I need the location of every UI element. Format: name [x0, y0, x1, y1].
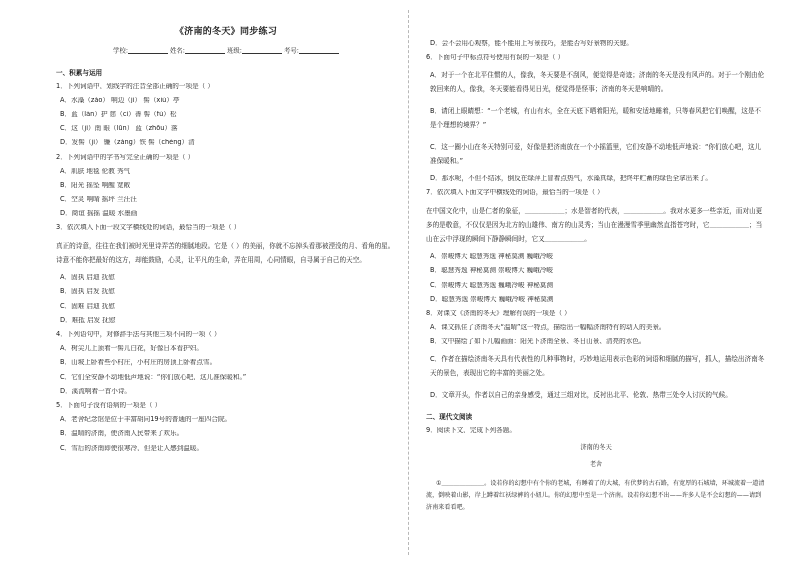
question-1: 1．下列词语中，划线字的注音全部正确的一项是（ ）	[56, 82, 214, 90]
q8-option-c[interactable]: C．作者在描绘济南冬天具有代表性的几种事物时，巧妙地运用表示色彩的词语和细腻的描写，抓人，描绘出济南冬天的景色，表现出它的丰富的美丽之处。	[430, 355, 765, 378]
section-heading-1: 一、积累与运用	[56, 69, 103, 77]
q1-option-d[interactable]: D．发髻（jì） 镰（zǎng）铁 髻（chéng）清	[60, 139, 195, 146]
q4-option-d[interactable]: D．溪流响着一首小诗。	[60, 387, 132, 395]
question-6: 6．下面句子中标点符号使用有误的一项是（ ）	[426, 54, 565, 61]
q3-passage: 真正的诗意，往往在我们被时光里诗弄苦的细腻地段。它是（ ）的美丽，你就不忘掉头看那被湮没的月、看角的星。诗意不能你把最好的这方，却能鼓励，心灵，让平凡的生命，弄在用周，心同情眼，自寻属于自己的天空。	[56, 241, 395, 264]
q8-option-d[interactable]: D．文章开头，作者以自己的亲身感受，通过三组对比，反衬出北平、伦敦、热带三处令人讨厌的气候。	[430, 391, 732, 400]
school-label: 学校:	[113, 46, 128, 55]
q3-option-d[interactable]: D．难抵 启发 抚慰	[60, 316, 116, 324]
q2-option-d[interactable]: D．商谊 摇摇 温暖 水墨画	[60, 210, 138, 217]
q4-option-a[interactable]: A．树尖儿上顶着一髻儿白花，好像日本看护妇。	[60, 345, 203, 352]
question-5: 5．下面句子没有语病的一项是（ ）	[56, 401, 162, 409]
q6-option-a[interactable]: A．对于一个在北平住惯的人，像我，冬天要是不刮风，便觉得是奇迹；济南的冬天是没有风声的。对于一个刚由伦敦回来的人，像我，冬天要能看得见日光，便觉得是怪事；济南的冬天是响晴的。	[430, 71, 765, 94]
q5-option-b[interactable]: B．温晴的济南，使济南人民带来了欢乐。	[60, 430, 184, 437]
q5-option-a[interactable]: A．老舍纪念馆是位于丰富胡同19号的普通的一座四合院。	[60, 416, 232, 423]
school-blank[interactable]	[128, 47, 168, 54]
q7-option-d[interactable]: D．聪慧秀逸 崇峻博大 巍峨冷峻 神秘莫测	[430, 295, 554, 303]
essay-title: 济南的冬天	[580, 444, 612, 452]
q1-option-c[interactable]: C．这（jǐ）南 眼（lūn） 蓝（zhōu）落	[60, 125, 178, 132]
right-column	[426, 40, 766, 514]
question-4: 4．下列语句中，对修辞手法与其他三项不同的一项（ ）	[56, 331, 221, 338]
page-title: 《济南的冬天》同步练习	[174, 27, 278, 37]
q6-option-d[interactable]: D．那水呢，不但不结冰，倒反在绿萍上冒着点热气，水藻真绿，把终年贮蓄的绿色全拿出来了。	[430, 175, 713, 182]
left-column	[56, 28, 396, 459]
name-label: 姓名:	[170, 46, 185, 55]
name-blank[interactable]	[185, 47, 225, 54]
essay-paragraph-1: ①＿＿＿＿＿＿＿。设若你的幻想中有个你的老城，有睡着了的大城，有伏梦的古石路，有宽厚的石城墙，环城流着一道清流，倒映着山影，岸上蹲着红袄绿裤的小妞儿。你的幻想中至是一个济南。设若你幻想不出——许多人是不会幻想的——请到济南来看看吧。	[426, 479, 765, 511]
q3-option-c[interactable]: C．固难 启迪 抚慰	[60, 302, 115, 310]
q1-option-a[interactable]: A．水藻（zǎo） 响边（jì） 髻（xiù）亭	[60, 96, 180, 104]
question-9: 9．阅读下文，完成下列各题。	[426, 426, 516, 434]
q4-option-c[interactable]: C．它们全安静不动地低声地说：“你们放心吧，这儿准保暖和。”	[60, 373, 247, 381]
q7-option-c[interactable]: C．崇峻博大 聪慧秀逸 巍峨冷峻 神秘莫测	[430, 281, 553, 289]
q3-option-a[interactable]: A．固执 启迪 抚慰	[60, 274, 115, 281]
section-heading-2: 二、现代文阅读	[426, 413, 473, 422]
q8-option-b[interactable]: B．文中描绘了如下几幅画面：阳光下济南全景、冬日山景、清亮的水色。	[430, 338, 646, 345]
q5-option-d[interactable]: D．会不会用心观察，能不能用上写景技巧，是能否写好景物的关键。	[430, 40, 633, 47]
q8-option-a[interactable]: A．课文抓住了济南冬天“温晴”这一特点，描绘出一幅幅济南特有的动人的美景。	[430, 324, 666, 331]
q7-passage: 在中国文化中，山是仁者的象征，＿＿＿＿＿＿；水是智者的代表，＿＿＿＿＿＿。我对水更多一些亲近，而对山更多的是敬意，不仅仅是因为北方的山雄伟、南方的山灵秀；当山在漫漫雪季里幽然直指苍穹时，它＿＿＿＿＿＿；当山在云中浮现的瞬间下静静瞬间时，它又＿＿＿＿＿＿。	[426, 206, 763, 243]
exam-number-blank[interactable]	[299, 47, 339, 54]
question-8: 8．对课文《济南的冬天》理解有误的一项是（ ）	[426, 309, 571, 317]
q7-option-b[interactable]: B．聪慧秀逸 神秘莫测 崇峻博大 巍峨冷峻	[430, 267, 553, 274]
exam-number-label: 考号:	[284, 46, 299, 55]
q5-option-c[interactable]: C．雪后的济南即使很寒冷，但是让人感到温暖。	[60, 444, 204, 452]
q6-option-c[interactable]: C．这一圈小山在冬天特别可爱，好像是把济南放在一个小摇篮里，它们安静不动地低声地说：“你们放心吧，这儿准保暖和。”	[430, 142, 762, 165]
student-info-line	[56, 47, 396, 54]
q2-option-b[interactable]: B．阳光 摇坠 响醒 宽敞	[60, 181, 131, 189]
class-label: 班级:	[227, 46, 242, 55]
column-divider	[408, 10, 409, 555]
q2-option-a[interactable]: A．肌肤 地毯 伦教 秀气	[60, 167, 131, 175]
class-blank[interactable]	[242, 47, 282, 54]
q6-option-b[interactable]: B．请闭上眼睛想：“一个老城，有山有水，全在天底下晒着阳光，暖和安适地睡着，只等春风把它们唤醒，这是不是个理想的境界？”	[430, 106, 762, 129]
essay-author: 老舍	[589, 460, 602, 468]
question-7: 7．依次填入下面文字中横线处的词语，最恰当的一项是（ ）	[426, 189, 604, 196]
q3-option-b[interactable]: B．固执 启发 抚慰	[60, 288, 115, 296]
question-2: 2．下列词语中的字书写完全正确的一项是（ ）	[56, 153, 195, 161]
q7-option-a[interactable]: A．崇峻博大 聪慧秀逸 神秘莫测 巍峨冷峻	[430, 253, 553, 260]
question-3: 3．依次填入下面一段文字横线处的词语，最恰当的一项是（ ）	[56, 224, 241, 232]
q2-option-c[interactable]: C．空灵 响晴 摇坪 兰汪汪	[60, 196, 137, 203]
q1-option-b[interactable]: B．蓝（lán）护 慈（cí）善 髻（fú）松	[60, 110, 177, 118]
q4-option-b[interactable]: B．山坡上卧着些小村庄，小村庄的房顶上卧着点雪。	[60, 359, 217, 366]
